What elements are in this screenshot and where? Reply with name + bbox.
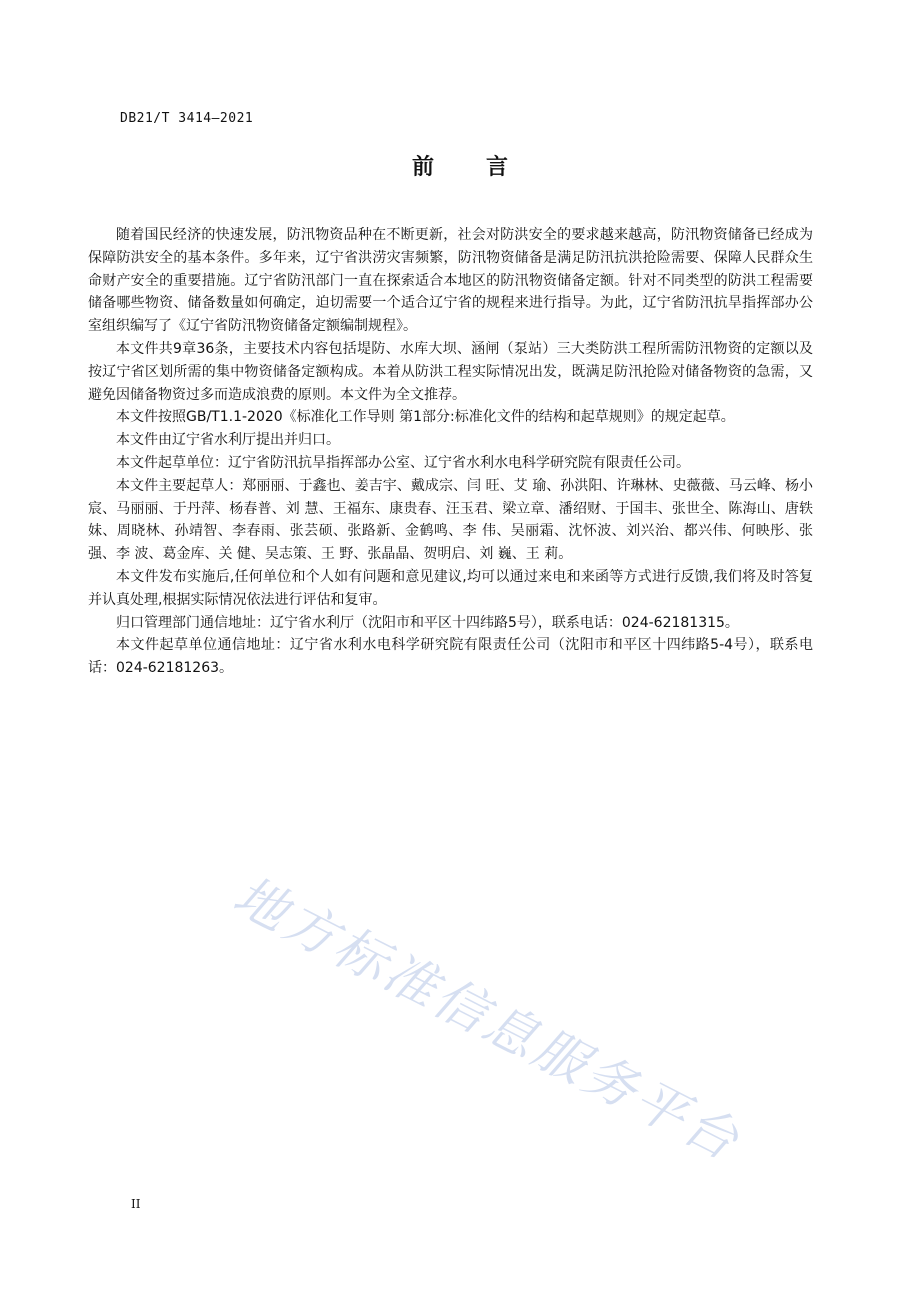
- paragraph-drafting-units: 本文件起草单位：辽宁省防汛抗旱指挥部办公室、辽宁省水利水电科学研究院有限责任公司。: [116, 454, 690, 471]
- paragraph-proposer: 本文件由辽宁省水利厅提出并归口。: [116, 432, 340, 449]
- paragraph-feedback: 本文件发布实施后,任何单位和个人如有问题和意见建议,均可以通过来电和来函等方式进行反馈,我们将及时答复并认真处理,根据实际情况依法进行评估和复审。: [88, 568, 813, 608]
- paragraph-drafter-address: 本文件起草单位通信地址：辽宁省水利水电科学研究院有限责任公司（沈阳市和平区十四纬路5-4号），联系电话：024-62181263。: [88, 637, 813, 677]
- paragraph-scope: 本文件共9章36条，主要技术内容包括堤防、水库大坝、涵闸（泵站）三大类防洪工程所需防汛物资的定额以及按辽宁省区划所需的集中物资储备定额构成。本着从防洪工程实际情况出发，既满足防汛抢险对储备物资的急需，又避免因储备物资过多而造成浪费的原则。本文件为全文推荐。: [88, 340, 813, 403]
- foreword-body: [88, 224, 813, 680]
- paragraph-background: 随着国民经济的快速发展，防汛物资品种在不断更新，社会对防洪安全的要求越来越高，防汛物资储备已经成为保障防洪安全的基本条件。多年来，辽宁省洪涝灾害频繁，防汛物资储备是满足防汛抗洪抢险需要、保障人民群众生命财产安全的重要措施。辽宁省防汛部门一直在探索适合本地区的防汛物资储备定额。针对不同类型的防洪工程需要储备哪些物资、储备数量如何确定，迫切需要一个适合辽宁省的规程来进行指导。为此，辽宁省防汛抗旱指挥部办公室组织编写了《辽宁省防汛物资储备定额编制规程》。: [88, 227, 813, 335]
- page-number: II: [131, 1197, 141, 1211]
- page-title: 前言: [411, 155, 560, 180]
- watermark: 地方标准信息服务平台: [223, 865, 751, 1174]
- paragraph-drafters: 本文件主要起草人：郑丽丽、于鑫也、姜吉宇、戴成宗、闫 旺、艾 瑜、孙洪阳、许琳林、史薇薇、马云峰、杨小宸、马丽丽、于丹萍、杨春普、刘 慧、王福东、康贵春、汪玉君、梁立章、潘绍财、于国丰、张世全、陈海山、唐轶妹、周晓林、孙靖智、李春雨、张芸硕、张路新、金鹤鸣、李 伟、吴丽霜、沈怀波、刘兴治、都兴伟、何映彤、张 强、李 波、葛金库、关 健、吴志策、王 野、张晶晶、贺明启、刘 巍、王 莉。: [88, 477, 813, 563]
- document-code: DB21/T 3414—2021: [120, 111, 254, 126]
- paragraph-authority-address: 归口管理部门通信地址：辽宁省水利厅（沈阳市和平区十四纬路5号），联系电话：024-62181315。: [116, 614, 739, 631]
- paragraph-drafting-rules: 本文件按照GB/T1.1-2020《标准化工作导则 第1部分:标准化文件的结构和起草规则》的规定起草。: [116, 409, 735, 426]
